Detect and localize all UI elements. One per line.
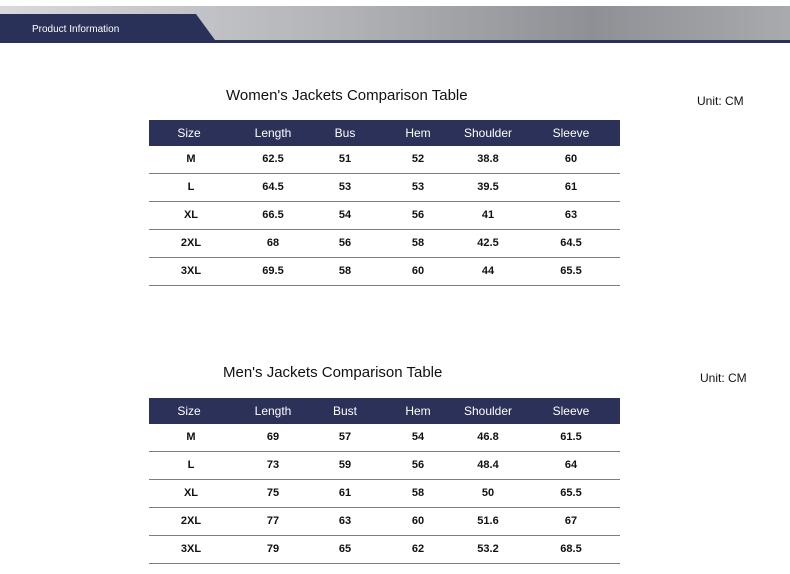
men-unit-label: Unit: CM [700, 371, 747, 385]
cell-sleeve: 64.5 [560, 237, 582, 249]
cell-hem: 62 [411, 543, 425, 555]
cell-sleeve: 65.5 [560, 487, 582, 499]
cell-size: 3XL [180, 543, 202, 555]
cell-bust: 59 [338, 459, 352, 471]
table-body [149, 424, 620, 564]
cell-length: 68 [266, 237, 280, 249]
header-length: Length [254, 126, 292, 140]
cell-length: 77 [266, 515, 280, 527]
header-bust: Bust [332, 404, 357, 418]
cell-hem: 56 [411, 459, 425, 471]
cell-hem: 54 [411, 431, 425, 443]
cell-bust: 51 [338, 153, 352, 165]
men-size-table [149, 398, 620, 564]
cell-sleeve: 67 [564, 515, 578, 527]
banner-title: Product Information [32, 24, 120, 35]
cell-bust: 61 [338, 487, 352, 499]
table-row [149, 452, 620, 480]
cell-length: 69 [266, 431, 280, 443]
table-row [149, 146, 620, 174]
table-row [149, 202, 620, 230]
cell-shoulder: 53.2 [477, 543, 499, 555]
cell-shoulder: 44 [481, 265, 495, 277]
cell-size: XL [183, 209, 199, 221]
header-length: Length [254, 404, 292, 418]
cell-hem: 58 [411, 237, 425, 249]
header-size: Size [177, 404, 201, 418]
cell-sleeve: 63 [564, 209, 578, 221]
cell-sleeve: 61 [564, 181, 578, 193]
table-row [149, 508, 620, 536]
cell-sleeve: 68.5 [560, 543, 582, 555]
cell-sleeve: 60 [564, 153, 578, 165]
cell-sleeve: 64 [564, 459, 578, 471]
section-banner [0, 0, 790, 44]
cell-bust: 63 [338, 515, 352, 527]
header-shoulder: Shoulder [463, 126, 513, 140]
header-sleeve: Sleeve [552, 126, 590, 140]
cell-hem: 52 [411, 153, 425, 165]
table-body [149, 146, 620, 286]
cell-shoulder: 48.4 [477, 459, 499, 471]
header-hem: Hem [405, 126, 431, 140]
cell-size: 2XL [180, 237, 202, 249]
cell-length: 75 [266, 487, 280, 499]
table-row [149, 536, 620, 564]
cell-length: 69.5 [262, 265, 284, 277]
cell-shoulder: 50 [481, 487, 495, 499]
cell-size: 2XL [180, 515, 202, 527]
table-row [149, 424, 620, 452]
cell-size: XL [183, 487, 199, 499]
cell-length: 64.5 [262, 181, 284, 193]
cell-length: 73 [266, 459, 280, 471]
cell-hem: 60 [411, 265, 425, 277]
cell-size: M [186, 153, 196, 165]
women-size-table [149, 120, 620, 286]
cell-length: 62.5 [262, 153, 284, 165]
cell-bust: 56 [338, 237, 352, 249]
cell-size: M [186, 431, 196, 443]
cell-hem: 60 [411, 515, 425, 527]
cell-shoulder: 46.8 [477, 431, 499, 443]
cell-shoulder: 38.8 [477, 153, 499, 165]
banner-divider [0, 40, 790, 43]
cell-hem: 56 [411, 209, 425, 221]
cell-shoulder: 41 [481, 209, 495, 221]
cell-bust: 65 [338, 543, 352, 555]
cell-bust: 54 [338, 209, 352, 221]
cell-shoulder: 42.5 [477, 237, 499, 249]
table-row [149, 258, 620, 286]
cell-bust: 57 [338, 431, 352, 443]
table-row [149, 230, 620, 258]
cell-size: L [187, 181, 195, 193]
cell-hem: 58 [411, 487, 425, 499]
cell-bust: 58 [338, 265, 352, 277]
table-header-row [149, 398, 620, 424]
cell-shoulder: 39.5 [477, 181, 499, 193]
cell-size: 3XL [180, 265, 202, 277]
header-shoulder: Shoulder [463, 404, 513, 418]
cell-shoulder: 51.6 [477, 515, 499, 527]
women-unit-label: Unit: CM [697, 94, 744, 108]
cell-size: L [187, 459, 195, 471]
header-bust: Bus [334, 126, 356, 140]
men-table-title: Men's Jackets Comparison Table [223, 364, 443, 381]
cell-sleeve: 61.5 [560, 431, 582, 443]
header-sleeve: Sleeve [552, 404, 590, 418]
table-row [149, 480, 620, 508]
table-row [149, 174, 620, 202]
cell-sleeve: 65.5 [560, 265, 582, 277]
cell-length: 66.5 [262, 209, 284, 221]
cell-bust: 53 [338, 181, 352, 193]
cell-length: 79 [266, 543, 280, 555]
header-size: Size [177, 126, 201, 140]
women-table-title: Women's Jackets Comparison Table [226, 87, 468, 104]
header-hem: Hem [405, 404, 431, 418]
cell-hem: 53 [411, 181, 425, 193]
table-header-row [149, 120, 620, 146]
